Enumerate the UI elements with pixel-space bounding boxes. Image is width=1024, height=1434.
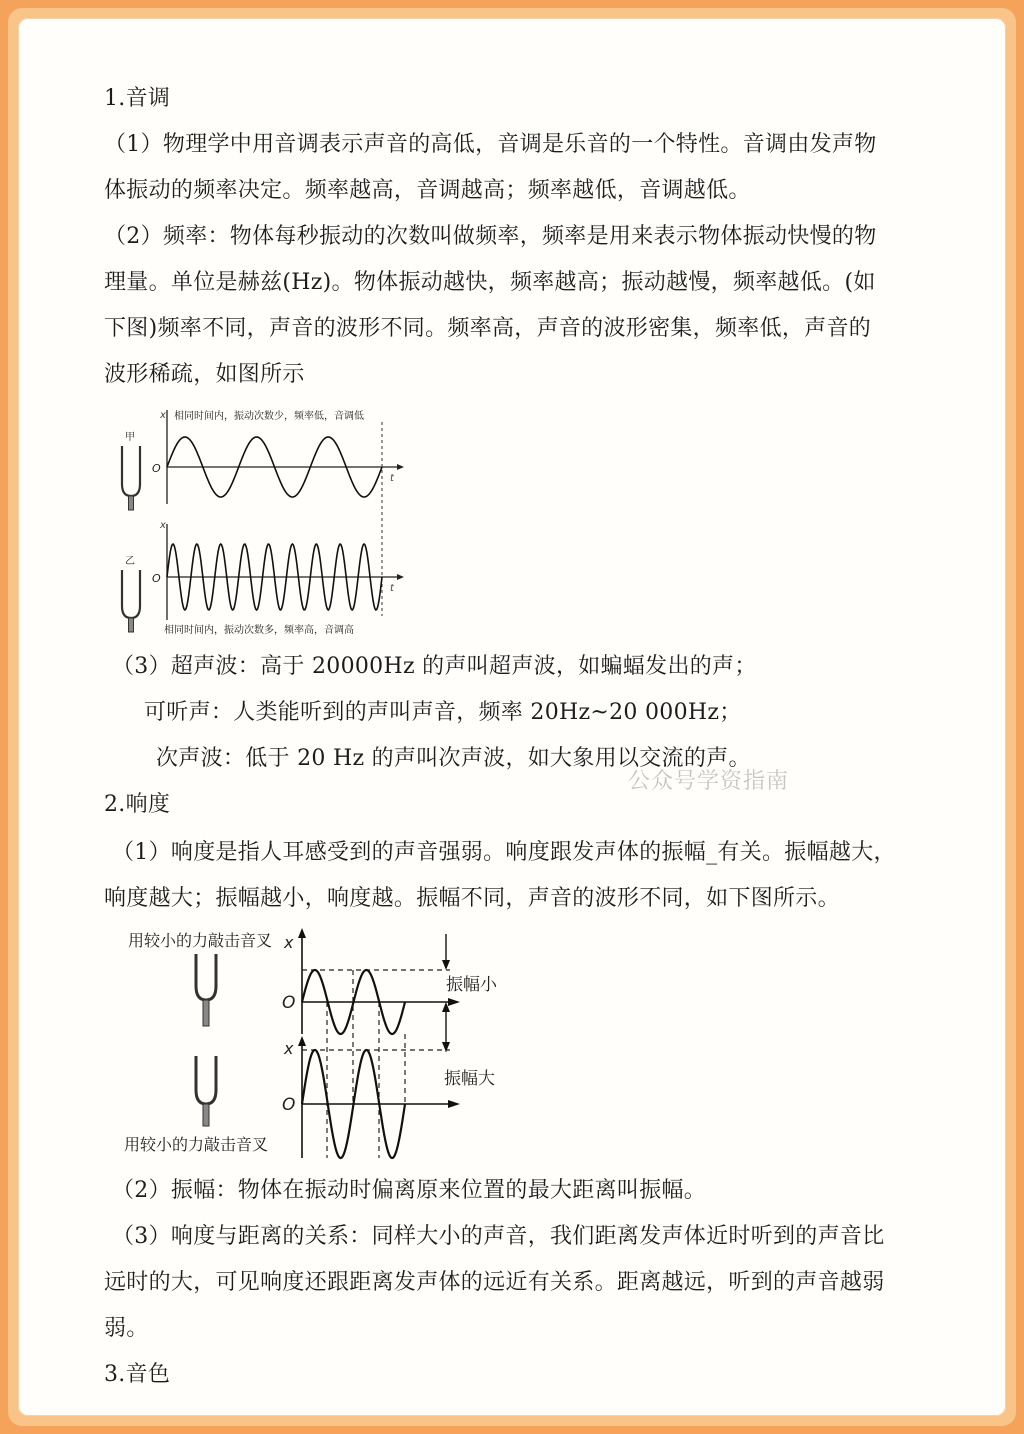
fig1-axis-x-top: x [160,410,166,421]
fig1-axis-x-bottom: x [160,520,166,531]
fig1-axis-t-bottom: t [390,583,394,594]
s1-p3-line2: 可听声：人类能听到的声叫声音，频率 20Hz~20 000Hz； [144,700,742,725]
s2-p1-line1: （1）响度是指人耳感受到的声音强弱。响度跟发声体的振幅_有关。振幅越大， [112,840,896,865]
amplitude-figure [120,924,520,1160]
fig2-label-top: 用较小的力敲击音叉 [128,931,273,950]
tuning-fork-icon [196,954,216,1026]
watermark: 公众号学资指南 [628,769,790,794]
fig1-origin-bottom: O [152,572,161,585]
fig2-label-bottom: 用较小的力敲击音叉 [124,1135,269,1154]
section-1-title: 1.音调 [104,86,171,111]
s1-p1-line1: （1）物理学中用音调表示声音的高低，音调是乐音的一个特性。音调由发声物 [104,132,877,157]
fig2-axis-x-top: x [284,933,294,952]
fig2-origin-top: O [282,993,296,1013]
section-2-title: 2.响度 [104,792,171,817]
section-3-title: 3.音色 [104,1362,171,1387]
s1-p2-line1: （2）频率：物体每秒振动的次数叫做频率，频率是用来表示物体振动快慢的物 [104,224,877,249]
s1-p2-line3: 下图)频率不同，声音的波形不同。频率高，声音的波形密集，频率低，声音的 [104,316,872,341]
s2-p3-line1: （3）响度与距离的关系：同样大小的声音，我们距离发声体近时听到的声音比 [112,1224,885,1249]
fig1-axis-t-top: t [390,473,394,484]
s2-p3-line2: 远时的大，可见响度还跟距离发声体的远近有关系。距离越远，听到的声音越弱 [104,1270,885,1295]
s1-p3-line1: （3）超声波：高于 20000Hz 的声叫超声波，如蝙蝠发出的声； [112,654,757,679]
fig1-top-caption: 相同时间内，振动次数少，频率低，音调低 [174,411,364,422]
amplitude-small-label: 振幅小 [446,975,497,995]
fig1-label-jia: 甲 [125,432,135,443]
s1-p2-line2: 理量。单位是赫兹(Hz)。物体振动越快，频率越高；振动越慢，频率越低。(如 [104,270,876,295]
fig1-label-yi: 乙 [125,556,135,567]
fig1-bottom-caption: 相同时间内，振动次数多，频率高，音调高 [164,625,354,636]
s2-p3-line3: 弱。 [104,1316,149,1341]
tuning-fork-icon [122,570,140,632]
s2-p1-line2: 响度越大；振幅越小，响度越。振幅不同，声音的波形不同，如下图所示。 [104,886,840,911]
s2-p2: （2）振幅：物体在振动时偏离原来位置的最大距离叫振幅。 [112,1178,707,1203]
s1-p3-line3: 次声波：低于 20 Hz 的声叫次声波，如大象用以交流的声。 [156,746,751,771]
tuning-fork-icon [196,1056,216,1126]
frequency-figure [112,404,412,640]
fig2-axis-x-bottom: x [284,1039,294,1058]
s1-p1-line2: 体振动的频率决定。频率越高，音调越高；频率越低，音调越低。 [104,178,751,203]
amplitude-large-label: 振幅大 [444,1069,495,1089]
tuning-fork-icon [122,446,140,510]
s1-p2-line4: 波形稀疏，如图所示 [104,362,305,387]
fig2-origin-bottom: O [282,1095,296,1115]
fig1-origin-top: O [152,462,161,475]
